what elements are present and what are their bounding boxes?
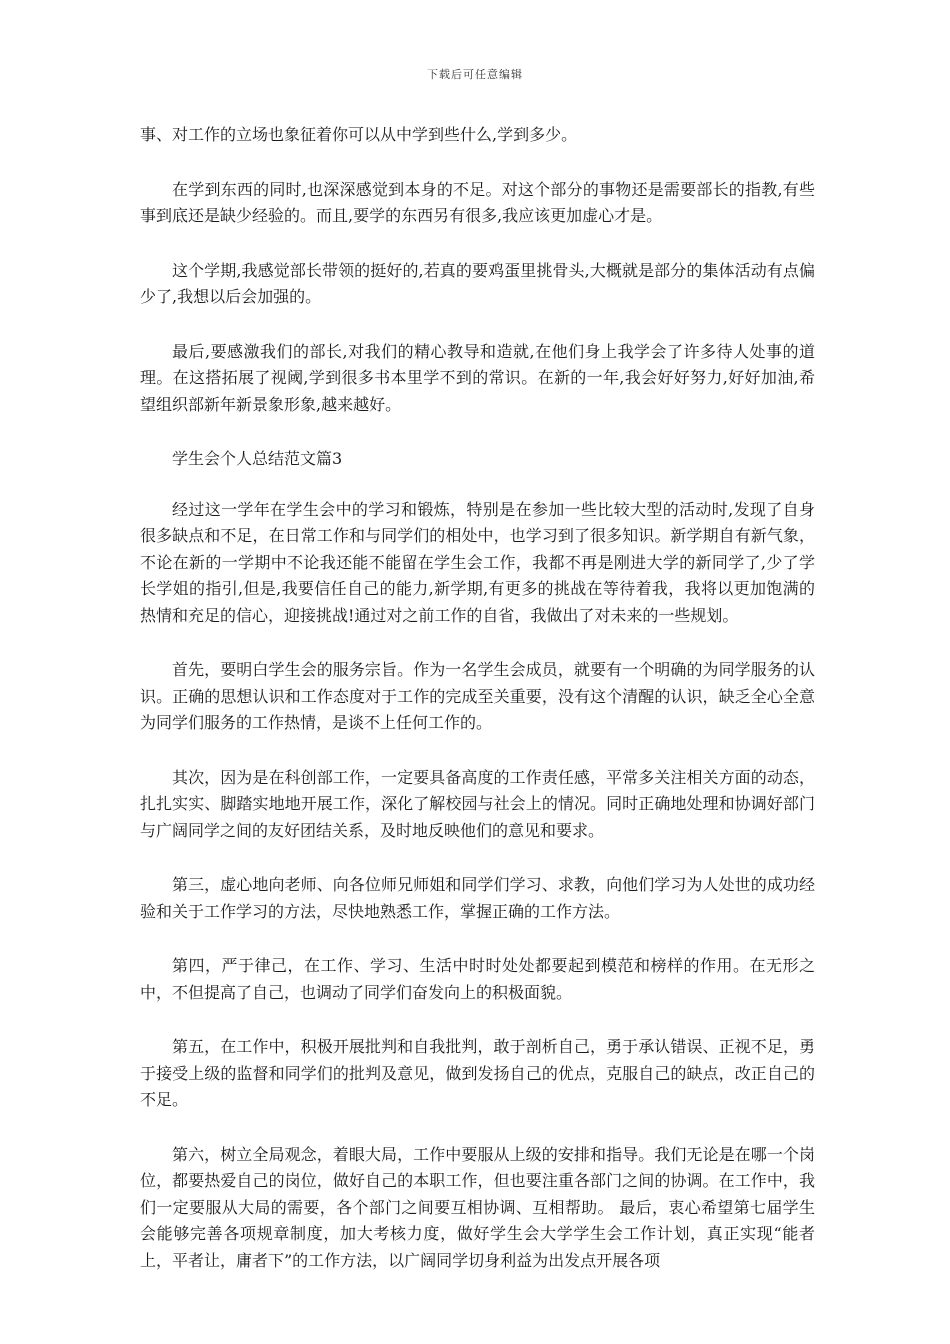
- paragraph: 第六，树立全局观念，着眼大局，工作中要服从上级的安排和指导。我们无论是在哪一个岗位，都要热爱自己的岗位，做好自己的本职工作，但也要注重各部门之间的协调。在工作中，我们一定要服从大局的需要，各个部门之间要互相协调、互相帮助。 最后，衷心希望第七届学生会能够完善各项规章制度，加大考核力度，做好学生会大学学生会工作计划，真正实现“能者上，平者让，庸者下”的工作方法，以广阔同学切身利益为出发点开展各项: [140, 1144, 815, 1270]
- paragraph: 在学到东西的同时,也深深感觉到本身的不足。对这个部分的事物还是需要部长的指教,有些事到底还是缺少经验的。而且,要学的东西另有很多,我应该更加虚心才是。: [140, 179, 815, 225]
- paragraph: 第三，虚心地向老师、向各位师兄师姐和同学们学习、求教，向他们学习为人处世的成功经验和关于工作学习的方法，尽快地熟悉工作，掌握正确的工作方法。: [140, 875, 815, 921]
- paragraph: 最后,要感激我们的部长,对我们的精心教导和造就,在他们身上我学会了许多待人处事的道理。在这搭拓展了视阈,学到很多书本里学不到的常识。在新的一年,我会好好努力,好好加油,希望组织部新年新景象形象,越来越好。: [140, 341, 815, 414]
- paragraph: 第五，在工作中，积极开展批判和自我批判，敢于剖析自己，勇于承认错误、正视不足，勇于接受上级的监督和同学们的批判及意见，做到发扬自己的优点，克服自己的缺点，改正自己的不足。: [140, 1037, 815, 1109]
- paragraph: 经过这一学年在学生会中的学习和锻炼，特别是在参加一些比较大型的活动时,发现了自身很多缺点和不足，在日常工作和与同学们的相处中，也学习到了很多知识。新学期自有新气象，不论在新的一学期中不论我还能不能留在学生会工作，我都不再是刚进大学的新同学了,少了学长学姐的指引,但是,我要信任自己的能力,新学期,有更多的挑战在等待着我，我将以更加饱满的热情和充足的信心，迎接挑战!通过对之前工作的自省，我做出了对未来的一些规划。: [140, 499, 815, 625]
- paragraph: 这个学期,我感觉部长带领的挺好的,若真的要鸡蛋里挑骨头,大概就是部分的集体活动有点偏少了,我想以后会加强的。: [140, 260, 815, 306]
- paragraph-continuation: 事、对工作的立场也象征着你可以从中学到些什么,学到多少。: [140, 125, 578, 144]
- paragraph: 其次，因为是在科创部工作，一定要具备高度的工作责任感，平常多关注相关方面的动态，扎扎实实、脚踏实地地开展工作，深化了解校园与社会上的情况。同时正确地处理和协调好部门与广阔同学之间的友好团结关系，及时地反映他们的意见和要求。: [140, 767, 815, 840]
- paragraph: 首先，要明白学生会的服务宗旨。作为一名学生会成员，就要有一个明确的为同学服务的认识。正确的思想认识和工作态度对于工作的完成至关重要，没有这个清醒的认识，缺乏全心全意为同学们服务的工作热情，是谈不上任何工作的。: [140, 660, 815, 732]
- page-header: 下载后可任意编辑: [427, 68, 523, 81]
- section-heading: 学生会个人总结范文篇3: [172, 449, 343, 468]
- paragraph: 第四，严于律己，在工作、学习、生活中时时处处都要起到模范和榜样的作用。在无形之中，不但提高了自己，也调动了同学们奋发向上的积极面貌。: [140, 956, 815, 1002]
- document-body: [140, 122, 815, 1302]
